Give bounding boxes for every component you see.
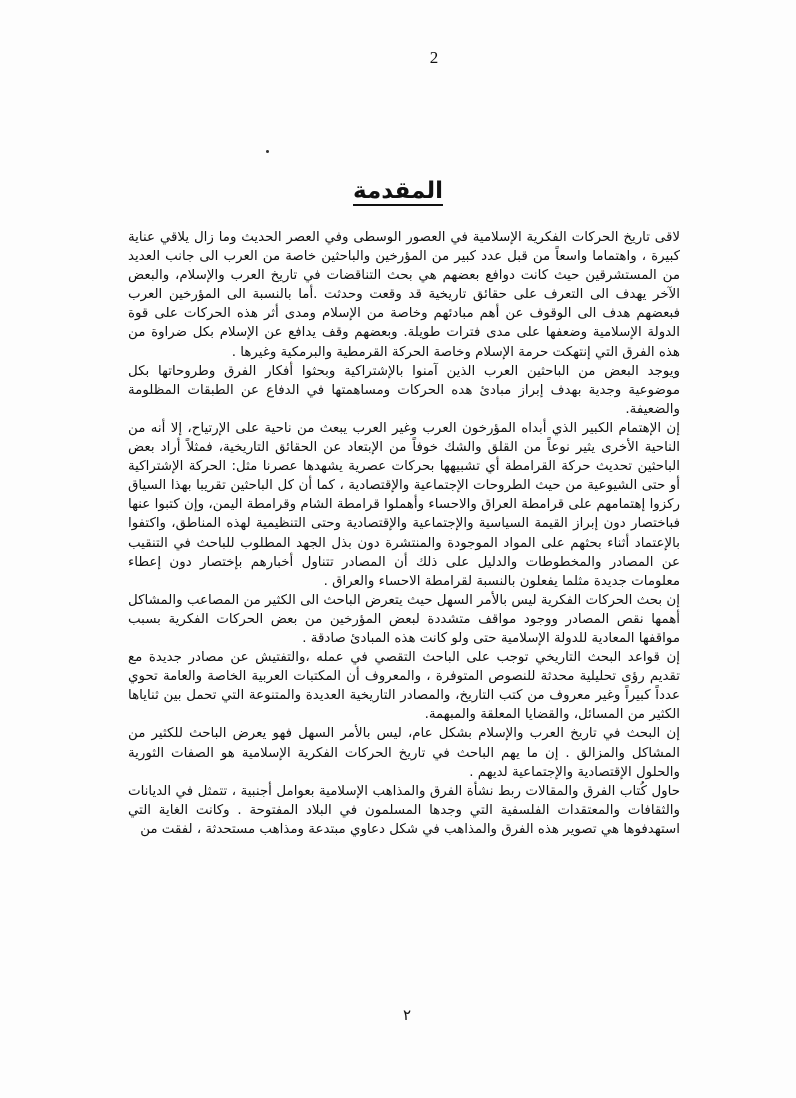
paragraph: حاول كُتاب الفرق والمقالات ربط نشأة الفرق والمذاهب الإسلامية بعوامل أجنبية ، تتمثل في الديانات والثقافات والمعتقدات الفلسفية التي وجدها المسلمون في البلاد المفتوحة . وكانت الغاية التي استهدفوها هي تصوير هذه الفرق والمذاهب في شكل دعاوي مبتدعة ومذاهب مستحدثة ، لفقت من [128,783,680,837]
paragraph: لاقى تاريخ الحركات الفكرية الإسلامية في العصور الوسطى وفي العصر الحديث وما زال يلاقي عناية كبيرة ، واهتماما واسعاً من قبل عدد كبير من المؤرخين والباحثين خاصة من العرب الى جانب العديد من المستشرقين حيث كانت دوافع بعضهم هي بحث التناقضات في تاريخ العرب والإسلام، والبعض الآخر يهدف الى التعرف على حقائق تاريخية قد وقعت وحدثت .أما بالنسبة الى المؤرخين العرب فبعضهم هدف الى الوقوف عن أهم مبادئهم وخاصة من الإسلام ومدى أثر هذه الحركات على قوة الدولة الإسلامية وضعفها على مدى فترات طويلة. وبعضهم وقف يدافع عن الإسلام بكل ضراوة من هذه الفرق التي إنتهكت حرمة الإسلام وخاصة الحركة القرمطية والبرمكية وغيرها . [128,230,680,360]
scan-speck [266,150,269,153]
page-number-bottom: ٢ [402,1006,412,1024]
body-text [128,228,680,839]
page-number-top: 2 [429,48,439,67]
paragraph: ويوجد البعض من الباحثين العرب الذين آمنوا بالإشتراكية وبحثوا أفكار الفرق وطروحاتها بكل موضوعية وجدية بهدف إبراز مبادئ هده الحركات ومساهمتها في الدفاع عن الطبقات المظلومة والضعيفة. [128,363,680,417]
paragraph: إن بحث الحركات الفكرية ليس بالأمر السهل حيث يتعرض الباحث الى الكثير من المصاعب والمشاكل أهمها نقص المصادر ووجود مواقف متشددة لبعض المؤرخين من بعض الحركات الفكرية بسبب مواقفها المعادية للدولة الإسلامية حتى ولو كانت هذه المبادئ صادقة . [128,592,680,646]
paragraph: إن البحث في تاريخ العرب والإسلام بشكل عام، ليس بالأمر السهل فهو يعرض الباحث للكثير من المشاكل والمزالق . إن ما يهم الباحث في تاريخ الحركات الفكرية الإسلامية هو الصفات الثورية والحلول الإقتصادية والإجتماعية لديهم . [128,726,680,780]
page-title: المقدمة [353,178,443,204]
paragraph: إن قواعد البحث التاريخي توجب على الباحث التقصي في عمله ،والتفتيش عن مصادر جديدة مع تقديم رؤى تحليلية محدثة للنصوص المتوفرة ، والمعروف أن المكتبات العربية الخاصة والعامة تحوي عدداً كبيراً وغير معروف من كتب التاريخ، والمصادر التاريخية العديدة والمتنوعة التي تحمل بين ثناياها الكثير من المسائل، والقضايا المعلقة والمبهمة. [128,650,680,723]
paragraph: إن الإهتمام الكبير الذي أبداه المؤرخون العرب وغير العرب يبعث من ناحية على الإرتياح، إلا أنه من الناحية الأخرى يثير نوعاً من القلق والشك خوفاً من الإبتعاد عن الحقائق التاريخية، فمثلاً أراد بعض الباحثين تحديث حركة القرامطة أي تشبيهها بحركات عصرية يشهدها عصرنا مثل: الحركة الإشتراكية أو حتى الشيوعية من حيث الطروحات الإجتماعية والإقتصادية ، كما أن كل الباحثين تقريبا بهذا السياق ركزوا إهتمامهم على قرامطة العراق والاحساء وأهملوا قرامطة الشام وقرامطة اليمن، وإن كتبوا عنها فباختصار دون إبراز القيمة السياسية والإجتماعية والإقتصادية وحتى التنظيمية لهذه المناطق، واكتفوا بالإعتماد أثناء بحثهم على المواد الموجودة والمنتشرة دون بذل الجهد المطلوب للباحث في التنقيب عن المصادر والمخطوطات والدليل على ذلك أن المصادر تتناول أخبارهم بإختصار دون إعطاء معلومات جديدة مثلما يفعلون بالنسبة لقرامطة الاحساء والعراق . [128,420,680,589]
